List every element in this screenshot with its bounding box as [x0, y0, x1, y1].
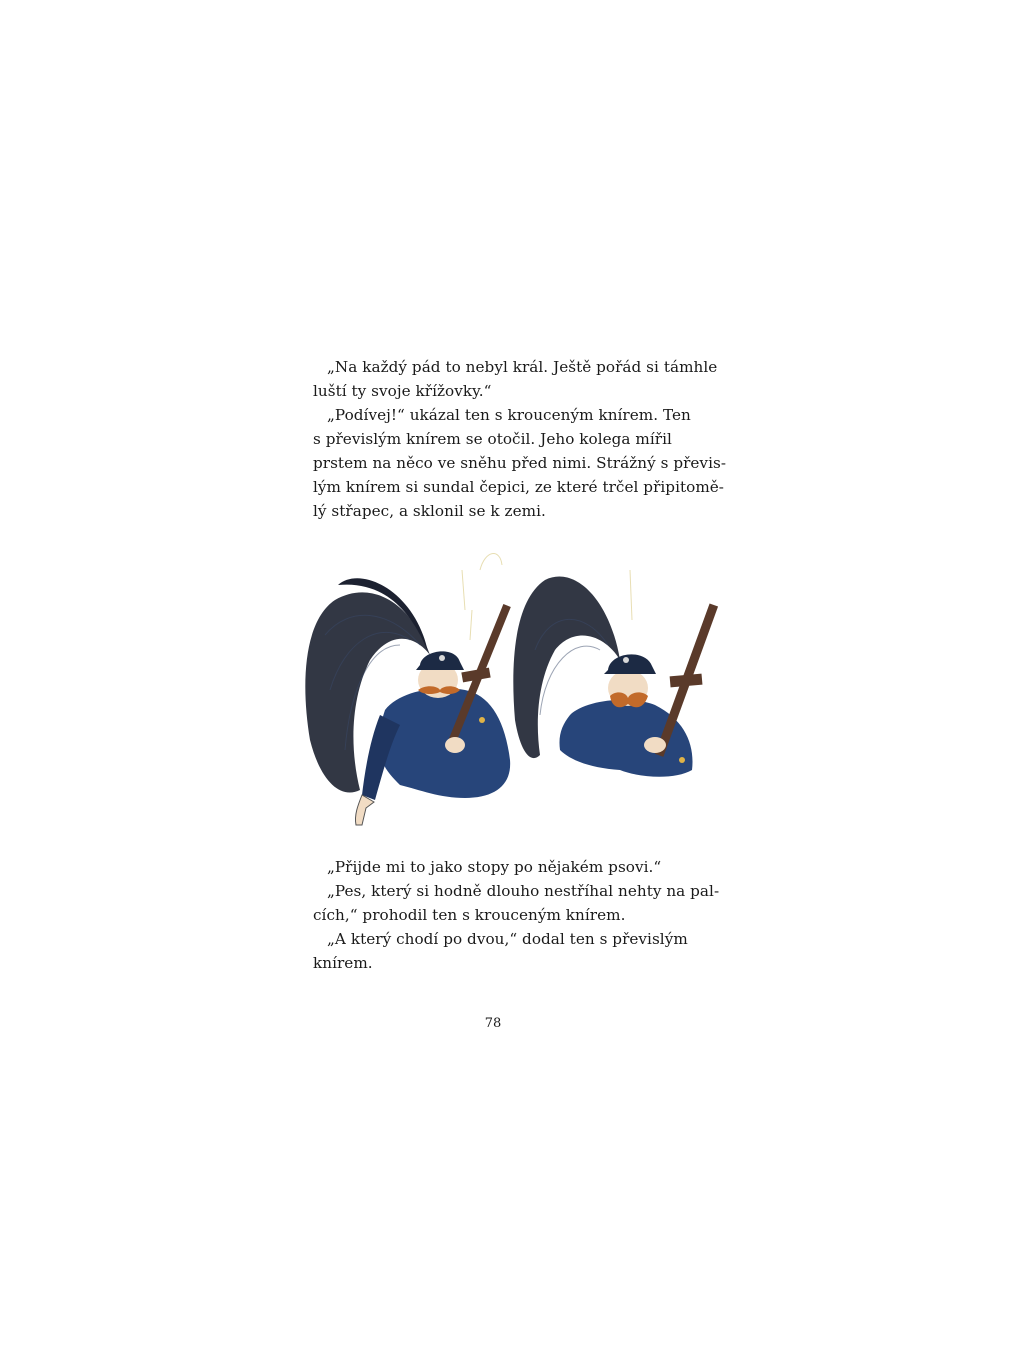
text-line: knírem.	[313, 954, 373, 972]
text-line: „Přijde mi to jako stopy po nějakém psovi.“	[327, 858, 662, 876]
text-line: „Pes, který si hodně dlouho nestříhal nehty na pal-	[327, 882, 720, 900]
text-line: „Na každý pád to nebyl král. Ještě pořád si támhle	[327, 358, 718, 376]
left-guard	[305, 578, 510, 825]
right-rifle	[655, 603, 718, 756]
text-line: prstem na něco ve sněhu před nimi. Strážný s převis-	[313, 454, 726, 472]
text-line: lý střapec, a sklonil se k zemi.	[313, 502, 546, 520]
paragraph	[313, 927, 713, 975]
paragraph	[313, 879, 720, 927]
left-uniform	[379, 688, 510, 798]
right-hat	[604, 654, 656, 674]
left-hat	[416, 651, 464, 670]
guards-illustration	[290, 540, 720, 840]
top-text-block	[313, 355, 726, 523]
text-line: s převislým knírem se otočil. Jeho kolega mířil	[313, 430, 672, 448]
text-line: „A který chodí po dvou,“ dodal ten s převislým	[327, 930, 688, 948]
text-line: luští ty svoje křížovky.“	[313, 382, 492, 400]
text-line: „Podívej!“ ukázal ten s krouceným knírem. Ten	[327, 406, 691, 424]
text-line: cích,“ prohodil ten s krouceným knírem.	[313, 906, 626, 924]
bottom-text-block	[313, 855, 720, 975]
paragraph	[313, 855, 713, 879]
right-guard	[513, 577, 718, 777]
paragraph	[313, 355, 718, 403]
page-number: 78	[484, 1016, 502, 1031]
text-line: lým knírem si sundal čepici, ze které trčel připitomě-	[313, 478, 724, 496]
paragraph	[313, 403, 726, 523]
